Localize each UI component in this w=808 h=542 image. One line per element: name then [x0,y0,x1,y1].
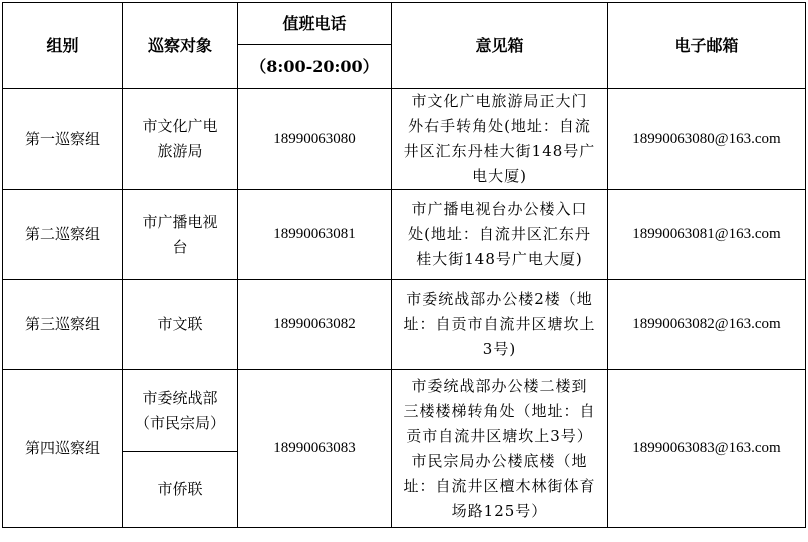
inspection-contact-table [2,2,806,528]
email-cell[interactable]: 18990063082@163.com [608,280,806,370]
target-line: 市广播电视 [142,212,218,231]
mailbox-cell [392,89,608,190]
mailbox-line: 三楼楼梯转角处（地址：自 [403,401,596,420]
target-cell [123,280,238,370]
mailbox-line: 市民宗局办公楼底楼（地 [411,451,588,470]
group-cell: 第一巡察组 [3,89,123,190]
mailbox-line: 市广播电视台办公楼入口 [411,200,588,218]
email-cell[interactable]: 18990063081@163.com [608,190,806,280]
phone-cell: 18990063083 [238,370,392,528]
header-phone: 值班电话 [238,3,392,45]
phone-cell: 18990063081 [238,190,392,280]
target-line: 市侨联 [157,480,203,498]
target-cell [123,190,238,280]
target-line: 旅游局 [157,142,203,160]
mailbox-cell [392,370,608,528]
table-row [3,370,806,452]
phone-cell: 18990063080 [238,89,392,190]
mailbox-line: 外右手转角处(地址：自流 [408,117,591,135]
mailbox-line: 址：自贡市自流井区塘坎上 [403,315,596,333]
group-cell: 第四巡察组 [3,370,123,528]
target-line: （市民宗局） [134,413,225,432]
email-cell[interactable]: 18990063080@163.com [608,89,806,190]
header-target: 巡察对象 [123,3,238,89]
mailbox-line: 3号) [482,340,517,358]
table-row [3,89,806,190]
header-email: 电子邮箱 [608,3,806,89]
phone-cell: 18990063082 [238,280,392,370]
header-group: 组别 [3,3,123,89]
mailbox-cell [392,190,608,280]
mailbox-line: 贡市自流井区塘坎上3号） [406,426,593,445]
group-cell: 第三巡察组 [3,280,123,370]
mailbox-line: 址：自流井区檀木林街体育 [403,476,596,495]
mailbox-line: 场路125号） [451,501,548,520]
mailbox-line: 井区汇东丹桂大街148号广 [403,142,596,160]
target-cell [123,452,238,528]
header-mailbox: 意见箱 [392,3,608,89]
mailbox-line: 电大厦) [472,167,527,185]
target-cell [123,370,238,452]
mailbox-line: 桂大街148号广电大厦) [416,250,583,268]
mailbox-line: 处(地址：自流井区汇东丹 [408,225,591,243]
target-line: 台 [172,237,188,256]
table-row [3,190,806,280]
target-line: 市委统战部 [142,388,218,407]
group-cell: 第二巡察组 [3,190,123,280]
mailbox-cell [392,280,608,370]
table-row [3,280,806,370]
mailbox-line: 市委统战部办公楼二楼到 [411,376,588,395]
target-line: 市文化广电 [142,117,218,135]
header-phone-hours: （8:00-20:00） [238,45,392,89]
target-line: 市文联 [157,315,203,333]
email-cell[interactable]: 18990063083@163.com [608,370,806,528]
target-cell [123,89,238,190]
mailbox-line: 市委统战部办公楼2楼（地 [406,290,593,308]
mailbox-line: 市文化广电旅游局正大门 [411,92,588,110]
